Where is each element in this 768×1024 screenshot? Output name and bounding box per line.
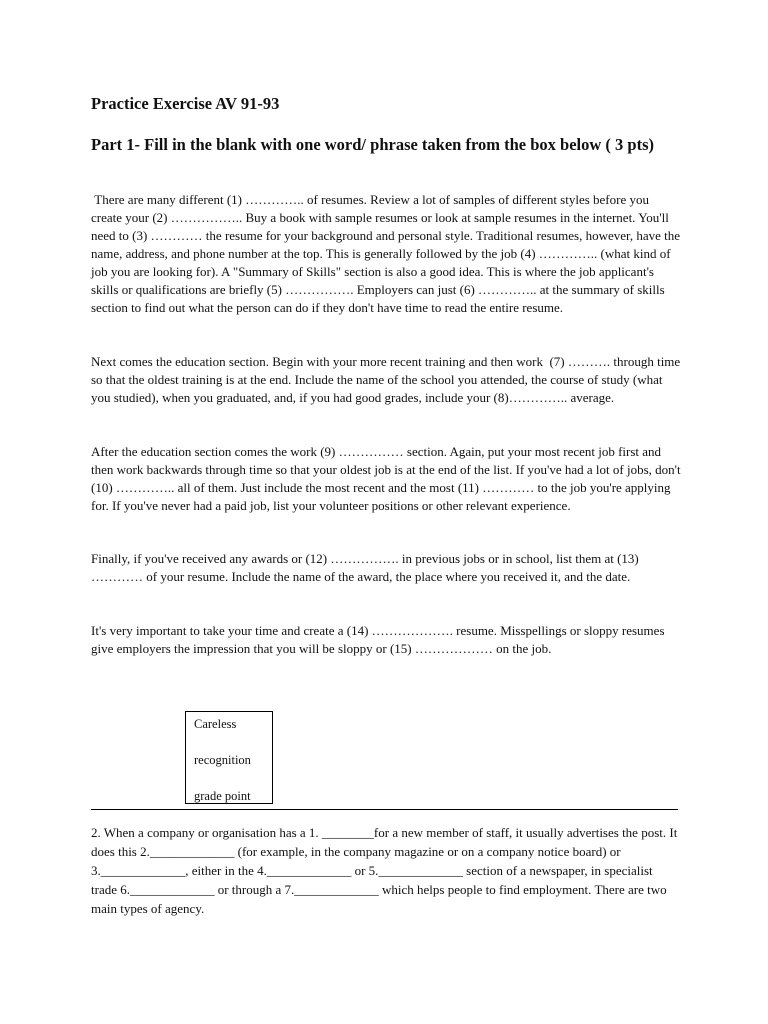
paragraph-1: There are many different (1) ………….. of resumes. Review a lot of samples of different styles before you create your (2) …………….. Buy a book with sample resumes or look at sample resumes in the internet. You'll need to (3) ………… the resume for your background and personal style. Traditional resumes, however, have the name, address, and phone number at the top. This is generally followed by the job (4) ………….. (what kind of job you are looking for). A "Summary of Skills" section is also a good idea. This is where the job applicant's skills or qualifications are briefly (5) ……………. Employers can just (6) ………….. at the summary of skills section to find out what the person can do if they don't have time to read the entire resume. bbox=[91, 192, 684, 315]
part2-paragraph: 2. When a company or organisation has a 1. ________for a new member of staff, it usually advertises the post. It does this 2._____________ (for example, in the company magazine or on a company notice board) or 3._____________, either in the 4._____________ or 5._____________ section of a newspaper, in specialist trade 6._____________ or through a 7._____________ which helps people to find employment. There are two main types of agency. bbox=[91, 825, 681, 916]
paragraph-2: Next comes the education section. Begin with your more recent training and then work (7) ………. through time so that the oldest training is at the end. Include the name of the school you attended, the course of study (what you studied), when you graduated, and, if you had good grades, include your (8)………….. average. bbox=[91, 354, 684, 405]
paragraph-5: It's very important to take your time and create a (14) ………………. resume. Misspellings or sloppy resumes give employers the impression that you will be sloppy or (15) ……………… on the job. bbox=[91, 623, 668, 656]
part1-heading: Part 1- Fill in the blank with one word/ phrase taken from the box below ( 3 pts) bbox=[91, 135, 654, 154]
word-box-item: grade point bbox=[194, 789, 251, 803]
paragraph-3: After the education section comes the work (9) …………… section. Again, put your most recent job first and then work backwards through time so that your oldest job is at the end of the list. If you've had a lot of jobs, don't (10) ………….. all of them. Just include the most recent and the most (11) ………… to the job you're applying for. If you've never had a paid job, list your volunteer positions or other relevant experience. bbox=[91, 444, 684, 513]
word-box bbox=[185, 711, 273, 804]
document-title: Practice Exercise AV 91-93 bbox=[91, 94, 280, 113]
paragraph-4: Finally, if you've received any awards or (12) ……………. in previous jobs or in school, list them at (13) ………… of your resume. Include the name of the award, the place where you received it, and the date. bbox=[91, 551, 643, 584]
section-divider bbox=[91, 809, 678, 810]
word-box-item: recognition bbox=[194, 753, 251, 767]
word-box-item: Careless bbox=[194, 717, 237, 731]
